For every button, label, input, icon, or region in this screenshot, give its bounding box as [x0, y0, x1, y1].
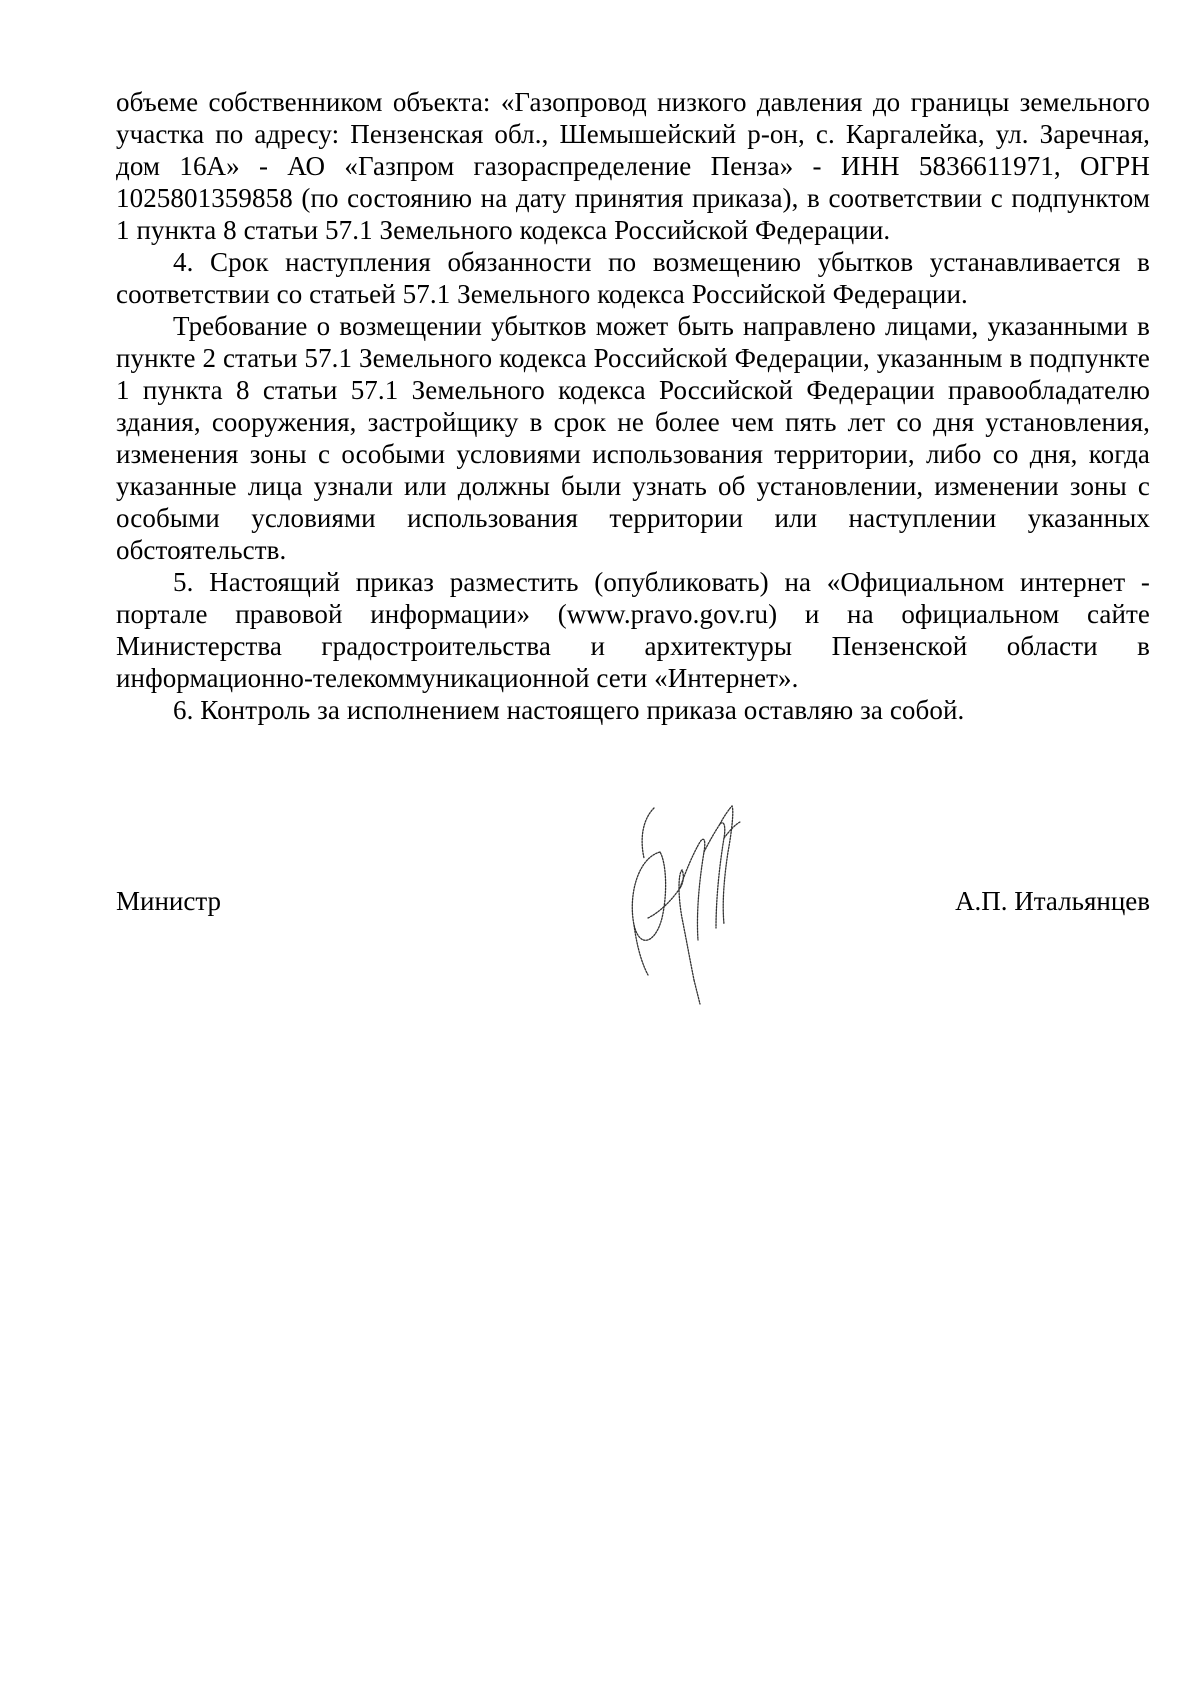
signatory-name: А.П. Итальянцев — [955, 886, 1150, 916]
paragraph-item-6: 6. Контроль за исполнением настоящего приказа оставляю за собой. — [173, 695, 965, 725]
handwritten-signature — [620, 800, 770, 1005]
paragraph-damages-claim: Требование о возмещении убытков может быть направлено лицами, указанными в пункте 2 статьи 57.1 Земельного кодекса Российской Федерации, указанным в подпункте 1 пункта 8 статьи 57.1 Земельного кодекса Российской Федерации правообладателю здания, сооружения, застройщику в срок не более чем пять лет со дня установления, изменения зоны с особыми условиями использования территории, либо со дня, когда указанные лица узнали или должны были узнать об установлении, изменении зоны с особыми условиями использования территории или наступлении указанных обстоятельств. — [116, 311, 1150, 565]
paragraph-continuation: объеме собственником объекта: «Газопровод низкого давления до границы земельного участка по адресу: Пензенская обл., Шемышейский р-он, с. Каргалейка, ул. Заречная, дом 16А» - АО «Газпром газораспределение Пенза» - ИНН 5836611971, ОГРН 1025801359858 (по состоянию на дату принятия приказа), в соответствии с подпунктом 1 пункта 8 статьи 57.1 Земельного кодекса Российской Федерации. — [116, 87, 1150, 245]
paragraph-item-4: 4. Срок наступления обязанности по возмещению убытков устанавливается в соответствии со статьей 57.1 Земельного кодекса Российской Федерации. — [116, 247, 1150, 309]
document-body — [116, 86, 1150, 726]
paragraph-item-5: 5. Настоящий приказ разместить (опубликовать) на «Официальном интернет - портале правовой информации» (www.pravo.gov.ru) и на официальном сайте Министерства градостроительства и архитектуры Пензенской области в информационно-телекоммуникационной сети «Интернет». — [116, 567, 1150, 693]
signatory-title: Министр — [116, 886, 221, 916]
